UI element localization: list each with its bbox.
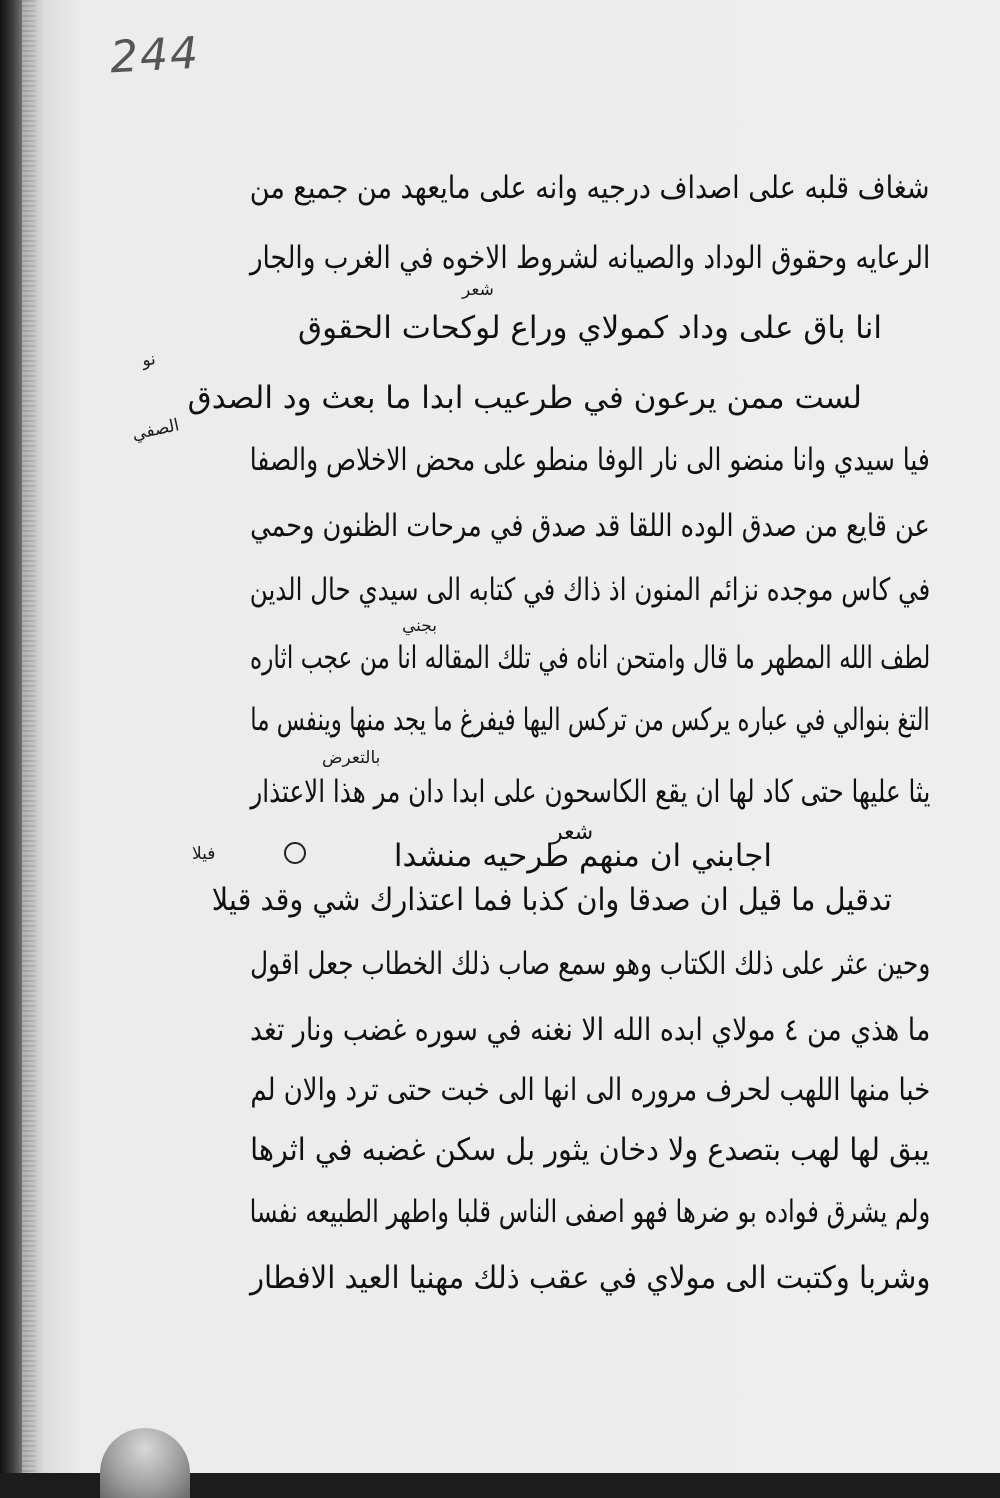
text-line-10: يثا عليها حتى كاد لها ان يقع الكاسحون على ابدا دان مر هذا الاعتذار — [249, 774, 930, 810]
text-line-7: في كاس موجده نزائم المنون اذ ذاك في كتابه الى سيدي حال الدين — [249, 572, 930, 608]
text-line-13: وحين عثر على ذلك الكتاب وهو سمع صاب ذلك الخطاب جعل اقول — [249, 946, 930, 982]
interlinear-note-nu: نو — [140, 348, 158, 372]
manuscript-page — [22, 0, 1000, 1473]
verse-heading: شعر — [552, 820, 594, 845]
interlinear-note-bajni: بجني — [402, 616, 438, 636]
margin-circle-mark — [284, 842, 306, 864]
text-line-9: التغ بنوالي في عباره يركس من تركس اليها فيفرغ ما يجد منها وينفس ما — [250, 702, 930, 738]
interlinear-note-tarad: بالتعرض — [322, 748, 381, 768]
text-line-5: فيا سيدي وانا منضو الى نار الوفا منطو على محض الاخلاص والصفا — [250, 442, 930, 478]
text-line-6: عن قايع من صدق الوده اللقا قد صدق في مرحات الظنون وحمي — [250, 508, 930, 544]
text-line-4: لست ممن يرعون في طرعيب ابدا ما بعث ود الصدق — [187, 380, 862, 416]
text-line-1: شغاف قلبه على اصداف درجيه وانه على مايعهد من جميع من — [250, 170, 930, 206]
text-line-17: ولم يشرق فواده بو ضرها فهو اصفى الناس قلبا واطهر الطبيعه نفسا — [249, 1194, 930, 1230]
text-line-3: انا باق على وداد كمولاي وراع لوكحات الحقوق — [298, 310, 882, 346]
text-line-16: يبق لها لهب بتصدع ولا دخان يثور بل سكن غضبه في اثرها — [250, 1132, 930, 1168]
text-line-15: خبا منها اللهب لحرف مروره الى انها الى خبت حتى ترد والان لم — [250, 1072, 930, 1108]
text-line-12: تدقيل ما قيل ان صدقا وان كذبا فما اعتذارك شي وقد قيلا — [211, 882, 892, 918]
text-line-11: اجابني ان منهم طرحيه منشدا — [393, 838, 772, 874]
folio-number: 244 — [108, 27, 202, 84]
text-line-8: لطف الله المطهر ما قال وامتحن اناه في تلك المقاله انا من عجب اثاره — [249, 640, 930, 676]
interlinear-note-safi: الصفي — [130, 415, 181, 445]
interlinear-note-shir: شعر — [462, 280, 494, 300]
text-line-18: وشربا وكتبت الى مولاي في عقب ذلك مهنيا العيد الافطار — [249, 1260, 930, 1296]
text-line-14: ما هذي من ٤ مولاي ابده الله الا نغنه في سوره غضب ونار تغد — [249, 1012, 930, 1048]
interlinear-note-fila: فيلا — [192, 844, 216, 864]
page-edge-stack — [22, 0, 36, 1473]
text-line-2: الرعايه وحقوق الوداد والصيانه لشروط الاخوه في الغرب والجار — [249, 240, 930, 276]
